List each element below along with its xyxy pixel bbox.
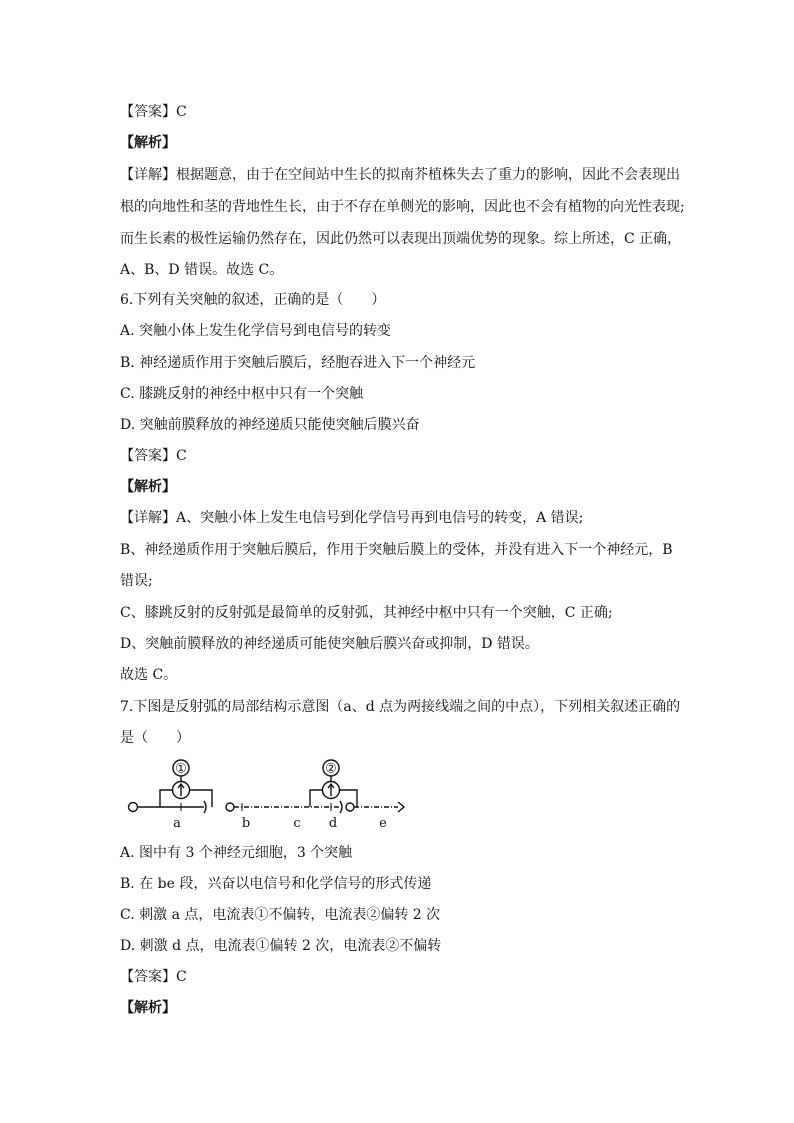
q7-option-c: C. 刺激 a 点，电流表①不偏转，电流表②偏转 2 次 xyxy=(120,907,441,923)
q6-option-a: A. 突触小体上发生化学信号到电信号的转变 xyxy=(120,323,392,339)
point-c-label: c xyxy=(293,816,301,831)
point-a-label: a xyxy=(173,816,181,831)
reflex-arc-diagram xyxy=(122,756,412,834)
point-b-label: b xyxy=(241,816,251,831)
neuron-1-terminal xyxy=(204,801,206,813)
q6-analysis-heading: 【解析】 xyxy=(120,479,176,495)
q7-option-a: A. 图中有 3 个神经元细胞，3 个突触 xyxy=(120,845,353,861)
q6-detail-line-4: C、膝跳反射的反射弧是最简单的反射弧，其神经中枢中只有一个突触，C 正确; xyxy=(120,605,613,621)
q6-option-b: B. 神经递质作用于突触后膜后，经胞吞进入下一个神经元 xyxy=(120,355,476,371)
q7-option-b: B. 在 be 段，兴奋以电信号和化学信号的形式传递 xyxy=(120,876,432,892)
q7-option-d: D. 刺激 d 点，电流表①偏转 2 次，电流表②不偏转 xyxy=(120,938,442,954)
neuron-3-cell-body xyxy=(346,803,354,811)
q6-detail-line-5: D、突触前膜释放的神经递质可能使突触后膜兴奋或抑制，D 错误。 xyxy=(120,636,539,652)
point-d-label: d xyxy=(328,816,338,831)
neuron-2-cell-body xyxy=(226,803,234,811)
q6-detail-line-6: 故选 C。 xyxy=(120,667,178,683)
q7-question-line-2: 是（ ） xyxy=(120,730,190,746)
q5-answer: 【答案】C xyxy=(120,104,187,120)
q6-detail-line-3: 错误; xyxy=(120,573,153,589)
q7-analysis-heading: 【解析】 xyxy=(120,1000,176,1016)
q5-detail-line-2: 根的向地性和茎的背地性生长，由于不存在单侧光的影响，因此也不会有植物的向光性表现; xyxy=(120,199,685,215)
q7-answer: 【答案】C xyxy=(120,969,187,985)
meter-1-label: ① xyxy=(175,761,187,777)
q5-detail-line-3: 而生长素的极性运输仍然存在，因此仍然可以表现出顶端优势的现象。综上所述，C 正确， xyxy=(120,231,682,247)
q5-detail-line-4: A、B、D 错误。故选 C。 xyxy=(120,262,284,278)
meter-2-label: ② xyxy=(325,761,337,777)
neuron-3-terminal xyxy=(398,802,404,812)
q7-question-line-1: 7.下图是反射弧的局部结构示意图（a、d 点为两接线端之间的中点），下列相关叙述正确的 xyxy=(120,699,681,715)
q5-detail-line-1: 【详解】根据题意，由于在空间站中生长的拟南芥植株失去了重力的影响，因此不会表现出 xyxy=(120,167,680,183)
q6-question: 6.下列有关突触的叙述，正确的是（ ） xyxy=(120,292,386,308)
q6-option-c: C. 膝跳反射的神经中枢中只有一个突触 xyxy=(120,386,364,402)
q6-detail-line-2: B、神经递质作用于突触后膜后，作用于突触后膜上的受体，并没有进入下一个神经元，B xyxy=(120,542,673,558)
neuron-2-terminal xyxy=(340,801,342,813)
q6-option-d: D. 突触前膜释放的神经递质只能使突触后膜兴奋 xyxy=(120,417,420,433)
neuron-1-cell-body xyxy=(129,803,138,812)
q6-answer: 【答案】C xyxy=(120,448,187,464)
q6-detail-line-1: 【详解】A、突触小体上发生电信号到化学信号再到电信号的转变，A 错误; xyxy=(120,510,584,526)
q5-analysis-heading: 【解析】 xyxy=(120,135,176,151)
point-e-label: e xyxy=(379,816,387,831)
